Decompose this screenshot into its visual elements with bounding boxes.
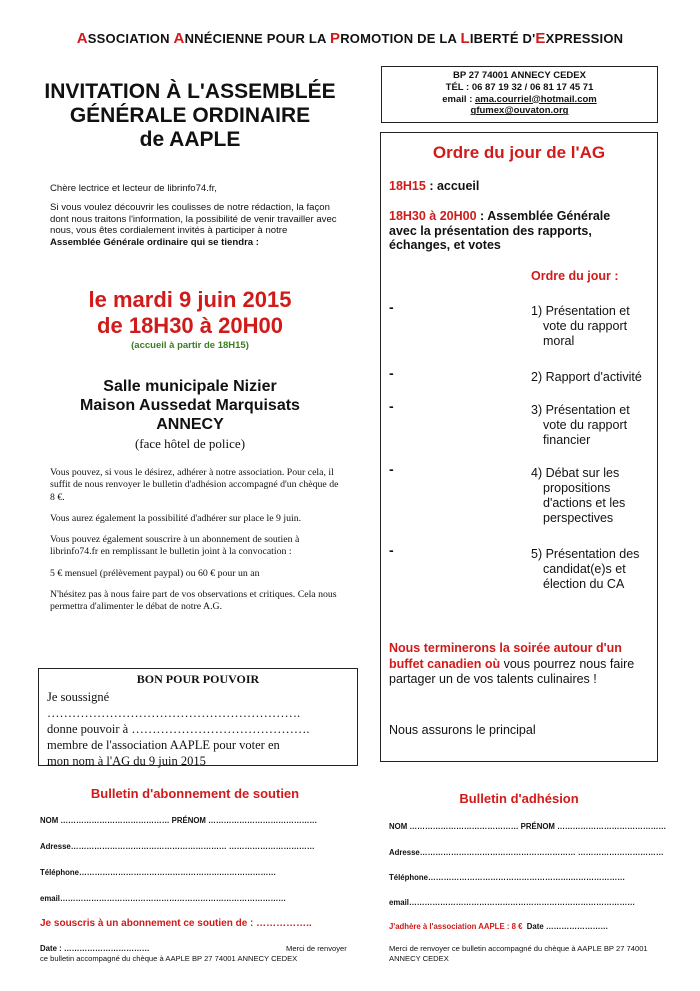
title-line: INVITATION À L'ASSEMBLÉE <box>44 80 336 103</box>
agenda-dash: - <box>389 461 394 477</box>
greeting: Chère lectrice et lecteur de librinfo74.fr, <box>50 183 217 194</box>
agenda-dash: - <box>389 365 394 381</box>
contact-address: BP 27 74001 ANNECY CEDEX <box>453 70 586 81</box>
proxy-line[interactable]: Je soussigné ……………………………………………………. <box>47 690 301 720</box>
invitation-title <box>30 80 350 152</box>
agenda-box <box>380 132 658 762</box>
header-part: ASSOCIATION <box>76 30 174 47</box>
subscription-amount-field[interactable]: Je souscris à un abonnement ce soutien de : …………….. <box>40 918 312 929</box>
proxy-box <box>38 668 358 766</box>
membership-address-field[interactable]: Adresse…………………………………………………… …………………………… <box>389 848 664 857</box>
paragraph: 5 € mensuel (prélèvement paypal) ou 60 € pour un an <box>50 567 260 579</box>
meeting-date <box>30 287 350 339</box>
membership-date-field[interactable]: Date …………………… <box>526 922 609 931</box>
membership-form-title: Bulletin d'adhésion <box>459 791 579 806</box>
subscription-phone-field[interactable]: Téléphone……………………………………………….………………… <box>40 868 277 877</box>
venue-line: Salle municipale Nizier <box>103 378 277 395</box>
header-part: EXPRESSION <box>535 30 624 47</box>
agenda-dash: - <box>389 398 394 414</box>
subscription-note-right: Merci de renvoyer <box>286 944 347 953</box>
agenda-item-5: 5) Présentation des candidat(e)s et élection du CA <box>531 547 640 591</box>
proxy-line: mon nom à l'AG du 9 juin 2015 <box>47 754 206 768</box>
membership-fee-row: J'adhère à l'association AAPLE : 8 € Date …………………… <box>389 922 609 931</box>
contact-email-link[interactable]: ama.courriel@hotmail.com <box>475 93 597 105</box>
membership-email-field[interactable]: email…………………………………………………………………………… <box>389 898 636 907</box>
contact-email-row: email : ama.courriel@hotmail.com <box>442 93 597 105</box>
agenda-dash: - <box>389 299 394 315</box>
agenda-final: Nous assurons le principal <box>389 723 536 737</box>
contact-phone: TÉL : 06 87 19 32 / 06 81 17 45 71 <box>445 81 594 93</box>
header-part: LIBERTÉ D' <box>460 30 536 47</box>
paragraph: Vous aurez également la possibilité d'adhérer sur place le 9 juin. <box>50 512 302 524</box>
paragraph: Vous pouvez, si vous le désirez, adhérer à notre association. Pour cela, il suffit de nous renvoyer le bulletin d'adhésion accompagné d'un chèque de 8 €. <box>50 467 339 503</box>
subscription-note: ce bulletin accompagné du chèque à AAPLE BP 27 74001 ANNECY CEDEX <box>40 954 298 963</box>
proxy-line[interactable]: donne pouvoir à ……………………………………. <box>47 722 310 736</box>
subscription-form-title: Bulletin d'abonnement de soutien <box>90 786 300 801</box>
invitation-intro <box>50 183 340 256</box>
association-header <box>0 30 700 47</box>
agenda-dash: - <box>389 542 394 558</box>
header-part: ANNÉCIENNE POUR LA <box>173 30 330 47</box>
contact-box <box>381 66 658 123</box>
welcome-note: (accueil à partir de 18H15) <box>131 340 249 351</box>
agenda-item-4: 4) Débat sur les propositions d'actions et les perspectives <box>531 466 626 525</box>
subscription-address-field[interactable]: Adresse…………………………………………………… …………………………… <box>40 842 315 851</box>
membership-info <box>50 467 345 623</box>
paragraph: N'hésitez pas à nous faire part de vos observations et critiques. Cela nous permettra d'alimenter le débat de notre A.G. <box>50 589 337 613</box>
date-line: le mardi 9 juin 2015 <box>88 287 292 312</box>
membership-note: Merci de renvoyer ce bulletin accompagné du chèque à AAPLE BP 27 74001 ANNECY CEDEX <box>389 944 648 963</box>
agenda-welcome: 18H15 : accueil <box>389 179 480 193</box>
agenda-title: Ordre du jour de l'AG <box>432 143 606 162</box>
membership-name-field[interactable]: NOM …………………………………… PRÉNOM …………………………………… <box>389 822 667 831</box>
meeting-venue <box>30 377 350 434</box>
header-part: PROMOTION DE LA <box>329 30 461 47</box>
venue-line: ANNECY <box>156 416 224 433</box>
proxy-title: BON POUR POUVOIR <box>136 672 260 686</box>
paragraph: Vous pouvez également souscrire à un abonnement de soutien à librinfo74.fr en remplissant le bulletin joint à la convocation : <box>50 534 300 558</box>
agenda-item-3: 3) Présentation et vote du rapport financier <box>531 403 630 447</box>
proxy-body <box>47 689 351 769</box>
membership-phone-field[interactable]: Téléphone……………………………………………….………………… <box>389 873 626 882</box>
title-line: GÉNÉRALE ORDINAIRE <box>69 104 311 127</box>
venue-line: Maison Aussedat Marquisats <box>80 397 300 414</box>
time-line: de 18H30 à 20H00 <box>97 313 283 338</box>
intro-text: Si vous voulez découvrir les coulisses de notre rédaction, la façon dont nous traitons l'information, la possibilité de venir travailler avec nous, vous êtes cordialement invités à participer à notre Assemblée Générale ordinaire qui se tiendra : <box>50 201 337 249</box>
venue-note: (face hôtel de police) <box>134 436 246 451</box>
contact-email-link-2[interactable]: gfumex@ouvaton.org <box>470 105 569 117</box>
proxy-line: membre de l'association AAPLE pour voter en <box>47 738 280 752</box>
agenda-subtitle: Ordre du jour : <box>531 269 619 283</box>
subscription-name-field[interactable]: NOM …………………………………… PRÉNOM …………………………………… <box>40 816 318 825</box>
subscription-date-field[interactable]: Date : …………………………… <box>40 944 150 953</box>
agenda-item-1: 1) Présentation et vote du rapport moral <box>531 304 630 348</box>
agenda-closing: Nous terminerons la soirée autour d'un buffet canadien où vous pourrez nous faire partager un de vos talents culinaires ! <box>389 641 635 686</box>
agenda-item-2: 2) Rapport d'activité <box>531 370 642 384</box>
subscription-email-field[interactable]: email…………………………………………………………………………… <box>40 894 287 903</box>
title-line: de AAPLE <box>139 128 241 151</box>
agenda-session: 18H30 à 20H00 : Assemblée Générale avec la présentation des rapports, échanges, et votes <box>389 209 611 252</box>
